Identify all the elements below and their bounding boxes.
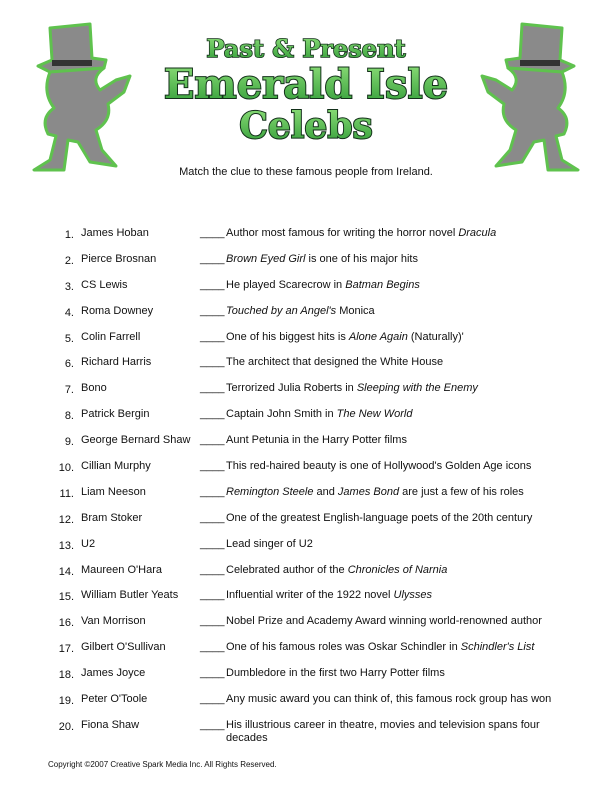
instructions: Match the clue to these famous people from Ireland. <box>179 166 433 178</box>
clue-text <box>226 434 556 447</box>
item-number: 12. <box>58 513 74 526</box>
clue-text <box>226 356 556 369</box>
quiz-row <box>0 377 612 403</box>
item-number: 2. <box>64 254 74 267</box>
clue-text <box>226 305 556 318</box>
title-line-2: Emerald Isle <box>163 61 449 108</box>
item-number: 19. <box>58 695 74 708</box>
answer-blank: ____ <box>200 330 225 343</box>
quiz-row <box>0 610 612 636</box>
quiz-row <box>0 714 612 744</box>
person-name: Colin Farrell <box>81 330 141 343</box>
leprechaun-left-image <box>20 22 132 174</box>
clue-segment: One of his famous roles was Oskar Schindler in <box>226 641 461 654</box>
answer-blank: ____ <box>200 641 225 654</box>
answer-blank: ____ <box>200 485 225 498</box>
answer-blank: ____ <box>200 667 225 680</box>
person-name: U2 <box>81 537 96 550</box>
answer-blank: ____ <box>200 615 225 628</box>
clue-segment: Lead singer of U2 <box>226 537 313 550</box>
item-number: 6. <box>64 358 74 371</box>
clue-text <box>226 693 556 706</box>
quiz-row <box>0 326 612 352</box>
person-name: Richard Harris <box>81 356 152 369</box>
clue-text <box>226 615 556 628</box>
item-number: 9. <box>64 436 74 449</box>
person-name: Maureen O'Hara <box>81 563 162 576</box>
quiz-row <box>0 403 612 429</box>
clue-segment: Brown Eyed Girl <box>226 252 306 265</box>
clue-segment: Dumbledore in the first two Harry Potter films <box>226 667 445 680</box>
clue-segment: is one of his major hits <box>305 252 418 265</box>
clue-segment: Aunt Petunia in the Harry Potter films <box>226 434 407 447</box>
clue-segment: The architect that designed the White House <box>226 356 444 369</box>
answer-blank: ____ <box>200 434 225 447</box>
clue-text <box>226 227 556 240</box>
title-line-1: Past & Present <box>206 34 406 63</box>
clue-text <box>226 460 556 473</box>
person-name: William Butler Yeats <box>81 589 179 602</box>
person-name: Bram Stoker <box>81 511 143 524</box>
clue-text <box>226 512 556 525</box>
clue-text <box>226 408 556 421</box>
answer-blank: ____ <box>200 227 225 239</box>
answer-blank: ____ <box>200 356 225 369</box>
clue-segment: (Naturally)' <box>407 330 464 343</box>
clue-segment: Influential writer of the 1922 novel <box>226 589 394 602</box>
clue-text <box>226 589 556 602</box>
answer-blank: ____ <box>200 460 225 473</box>
answer-blank: ____ <box>200 278 225 291</box>
clue-segment: Dracula <box>458 227 497 239</box>
quiz-row <box>0 662 612 688</box>
answer-blank: ____ <box>200 511 225 524</box>
answer-blank: ____ <box>200 537 225 550</box>
person-name: Bono <box>81 382 107 395</box>
item-number: 3. <box>64 280 74 293</box>
person-name: Pierce Brosnan <box>81 252 157 265</box>
title-line-3: Celebs <box>239 105 373 147</box>
person-name: Peter O'Toole <box>81 693 148 706</box>
clue-text <box>226 382 556 395</box>
clue-segment: The New World <box>336 408 413 421</box>
person-name: Patrick Bergin <box>81 408 150 421</box>
title-graphic <box>140 30 472 148</box>
person-name: Liam Neeson <box>81 485 146 498</box>
answer-blank: ____ <box>200 718 225 731</box>
clue-text <box>226 667 556 680</box>
person-name: James Joyce <box>81 667 146 680</box>
item-number: 10. <box>58 462 74 475</box>
leprechaun-right-image <box>480 22 592 174</box>
clue-segment: Ulysses <box>393 589 433 602</box>
person-name: Cillian Murphy <box>81 460 151 473</box>
item-number: 18. <box>58 669 74 682</box>
clue-segment: One of his biggest hits is <box>226 330 349 343</box>
clue-segment: One of the greatest English-language poets of the 20th century <box>226 511 533 524</box>
person-name: Fiona Shaw <box>81 718 140 731</box>
quiz-row <box>0 351 612 377</box>
person-name: Van Morrison <box>81 615 146 628</box>
clue-segment: are just a few of his roles <box>399 485 524 498</box>
quiz-row <box>0 222 612 248</box>
quiz-row <box>0 429 612 455</box>
quiz-row <box>0 455 612 481</box>
item-number: 20. <box>58 720 74 733</box>
clue-segment: Alone Again <box>348 330 408 343</box>
quiz-row <box>0 507 612 533</box>
quiz-row <box>0 248 612 274</box>
clue-segment: Remington Steele <box>226 485 314 498</box>
person-name: Roma Downey <box>81 304 154 317</box>
person-name: CS Lewis <box>81 278 128 291</box>
item-number: 14. <box>58 565 74 578</box>
clue-segment: Author most famous for writing the horror novel <box>226 227 459 239</box>
answer-blank: ____ <box>200 589 225 602</box>
answer-blank: ____ <box>200 382 225 395</box>
clue-text <box>226 564 556 577</box>
answer-blank: ____ <box>200 304 225 317</box>
clue-text <box>226 279 556 292</box>
quiz-row <box>0 584 612 610</box>
clue-text <box>226 486 556 499</box>
item-number: 13. <box>58 539 74 552</box>
item-number: 15. <box>58 591 74 604</box>
quiz-list <box>0 222 612 744</box>
clue-text <box>226 253 556 266</box>
quiz-row <box>0 559 612 585</box>
item-number: 8. <box>64 410 74 423</box>
clue-segment: This red-haired beauty is one of Hollywood's Golden Age icons <box>226 460 532 473</box>
item-number: 17. <box>58 643 74 656</box>
header <box>0 0 612 175</box>
quiz-row <box>0 274 612 300</box>
quiz-row <box>0 300 612 326</box>
item-number: 7. <box>64 384 74 397</box>
clue-segment: and <box>313 485 338 498</box>
quiz-row <box>0 688 612 714</box>
answer-blank: ____ <box>200 408 225 421</box>
item-number: 11. <box>59 487 74 500</box>
clue-segment: His illustrious career in theatre, movies and television spans four decades <box>226 718 540 744</box>
clue-text <box>226 719 556 745</box>
item-number: 1. <box>64 229 74 241</box>
clue-segment: Chronicles of Narnia <box>347 563 448 576</box>
clue-segment: James Bond <box>337 485 400 498</box>
clue-segment: Batman Begins <box>345 278 420 291</box>
answer-blank: ____ <box>200 252 225 265</box>
clue-segment: Captain John Smith in <box>226 408 337 421</box>
item-number: 5. <box>64 332 74 345</box>
clue-segment: Sleeping with the Enemy <box>356 382 478 395</box>
clue-text <box>226 641 556 654</box>
person-name: Gilbert O'Sullivan <box>81 641 166 654</box>
clue-segment: Schindler's List <box>460 641 535 654</box>
quiz-row <box>0 636 612 662</box>
copyright: Copyright ©2007 Creative Spark Media Inc. All Rights Reserved. <box>48 760 277 769</box>
item-number: 4. <box>64 306 74 319</box>
answer-blank: ____ <box>200 693 225 706</box>
item-number: 16. <box>58 617 74 630</box>
answer-blank: ____ <box>200 563 225 576</box>
person-name: George Bernard Shaw <box>81 434 191 447</box>
person-name: James Hoban <box>81 227 149 239</box>
clue-segment: Touched by an Angel's <box>226 304 337 317</box>
clue-segment: Terrorized Julia Roberts in <box>226 382 357 395</box>
clue-segment: He played Scarecrow in <box>226 278 346 291</box>
clue-segment: Any music award you can think of, this famous rock group has won <box>226 693 552 706</box>
clue-text <box>226 331 556 344</box>
clue-segment: Monica <box>336 304 375 317</box>
quiz-row <box>0 481 612 507</box>
clue-segment: Celebrated author of the <box>226 563 348 576</box>
clue-segment: Nobel Prize and Academy Award winning world-renowned author <box>226 615 542 628</box>
quiz-row <box>0 533 612 559</box>
clue-text <box>226 538 556 551</box>
